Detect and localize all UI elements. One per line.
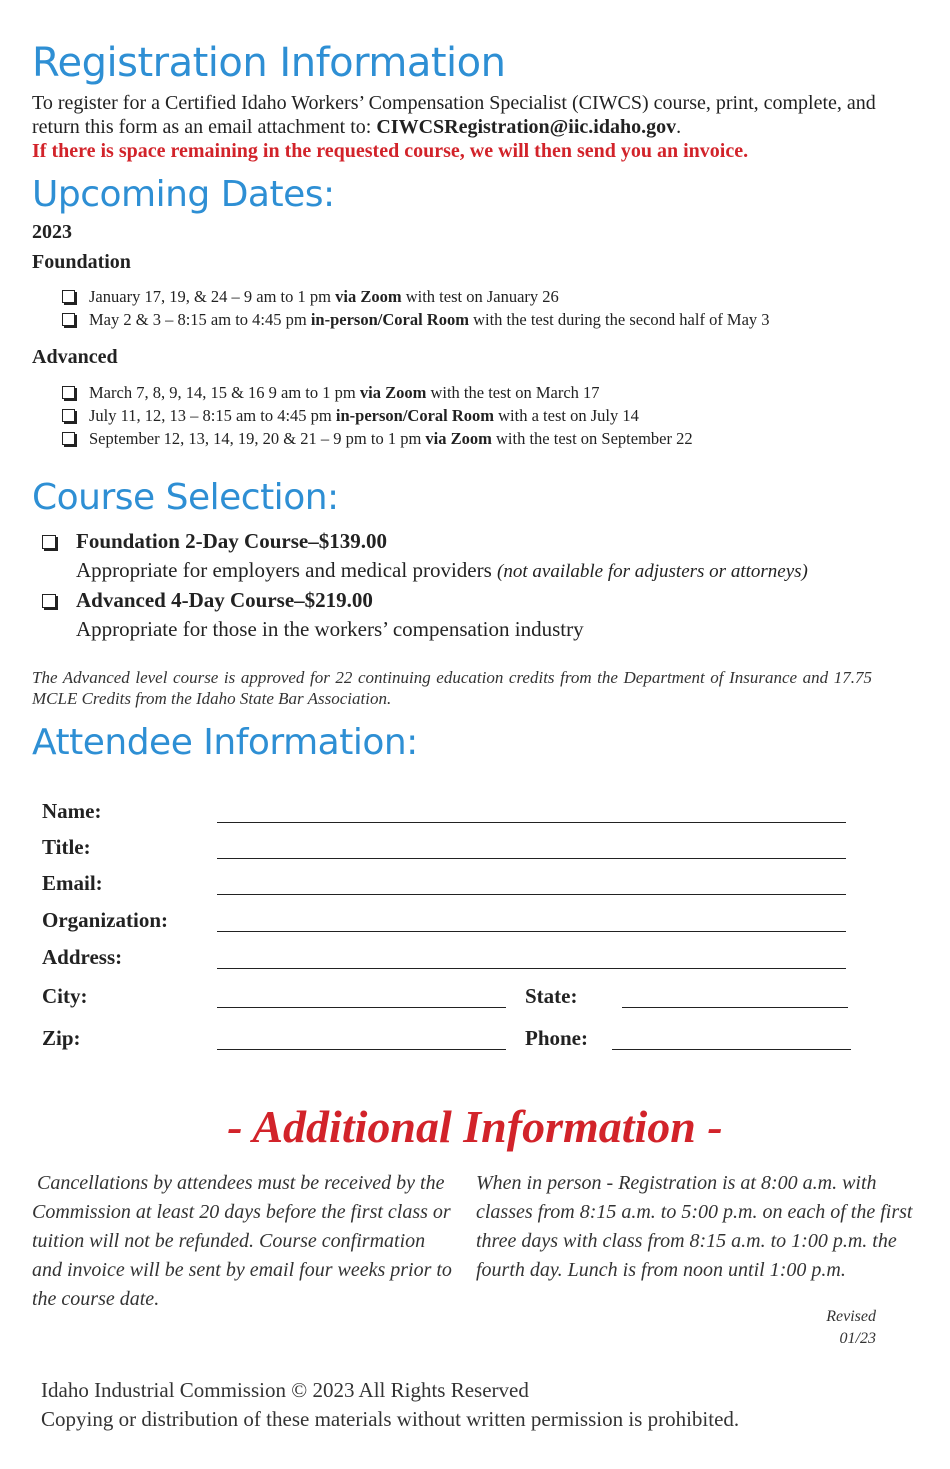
date-text: September 12, 13, 14, 19, 20 & 21 – 9 pm to 1 pm [89,429,426,448]
credits-note: The Advanced level course is approved for 22 continuing education credits from the Department of Insurance and 17.75 MCLE Credits from the Idaho State Bar Association. [32,668,872,708]
state-field[interactable] [622,985,848,1008]
checkbox-icon[interactable] [42,535,56,549]
date-item[interactable] [62,404,693,427]
course-desc: Appropriate for employers and medical providers [76,558,498,582]
date-item[interactable] [62,381,693,404]
date-text: March 7, 8, 9, 14, 15 & 16 9 am to 1 pm [89,383,360,402]
zip-label: Zip: [42,1026,81,1050]
course-selection-title: Course Selection: [32,477,339,518]
phone-label: Phone: [525,1026,588,1050]
course-name: Advanced 4-Day Course–$219.00 [76,588,373,612]
advanced-label: Advanced [32,346,118,368]
date-mode: via Zoom [335,287,402,306]
period: . [676,116,682,138]
invoice-notice: If there is space remaining in the requested course, we will then send you an invoice. [32,140,749,162]
checkbox-icon[interactable] [62,409,75,422]
address-label: Address: [42,945,123,969]
revised-label: Revised [826,1308,876,1325]
course-advanced[interactable] [42,586,808,615]
date-text: May 2 & 3 – 8:15 am to 4:45 pm [89,310,311,329]
course-name: Foundation 2-Day Course–$139.00 [76,529,387,553]
phone-field[interactable] [612,1027,851,1050]
date-text: January 17, 19, & 24 – 9 am to 1 pm [89,287,336,306]
email-label: Email: [42,871,103,895]
date-test: with the test on March 17 [426,383,600,402]
revision [800,1306,876,1350]
date-mode: via Zoom [359,383,427,402]
date-test: with test on January 26 [401,287,559,306]
checkbox-icon[interactable] [62,290,75,303]
advanced-dates [62,381,693,450]
city-field[interactable] [217,985,506,1008]
checkbox-icon[interactable] [62,432,75,445]
name-label: Name: [42,799,102,823]
foundation-dates [62,285,770,331]
name-field[interactable] [217,800,846,823]
year-label: 2023 [32,221,72,243]
cancellation-policy: Cancellations by attendees must be received by the Commission at least 20 days before the first class or tuition will not be refunded. Course confirmation and invoice will be sent by email four weeks prior to the course date. [32,1172,452,1310]
title-field[interactable] [217,836,846,859]
date-test: with the test on September 22 [491,429,693,448]
intro-text: To register for a Certified Idaho Workers’ Compensation Specialist (CIWCS) course, print, complete, and return this form as an email attachment to: [32,92,876,138]
upcoming-dates-title: Upcoming Dates: [32,174,335,215]
course-note: (not available for adjusters or attorneys) [497,561,808,582]
course-foundation[interactable] [42,527,808,556]
date-mode: via Zoom [425,429,492,448]
date-test: with a test on July 14 [494,406,639,425]
date-test: with the test during the second half of May 3 [468,310,770,329]
checkbox-icon[interactable] [42,594,56,608]
date-item[interactable] [62,308,770,331]
in-person-schedule: When in person - Registration is at 8:00 a.m. with classes from 8:15 a.m. to 5:00 p.m. on each of the first three days with class from 8:15 a.m. to 1:00 p.m. the fourth day. Lunch is from noon until 1:00 p.m. [476,1172,913,1281]
registration-title: Registration Information [32,40,506,86]
course-list [42,527,808,644]
copy-notice: Copying or distribution of these materials without written permission is prohibited. [41,1407,740,1431]
checkbox-icon[interactable] [62,313,75,326]
copyright: Idaho Industrial Commission © 2023 All Rights Reserved [41,1378,529,1402]
footer [41,1376,739,1434]
zip-field[interactable] [217,1027,506,1050]
course-desc: Appropriate for those in the workers’ compensation industry [76,617,584,641]
foundation-label: Foundation [32,251,131,273]
additional-info-title: - Additional Information - [227,1101,723,1152]
date-mode: in-person/Coral Room [310,310,469,329]
attendee-title: Attendee Information: [32,722,418,763]
revised-date: 01/23 [839,1330,876,1347]
registration-email[interactable]: CIWCSRegistration@iic.idaho.gov [376,116,677,138]
title-label: Title: [42,835,91,859]
date-item[interactable] [62,427,693,450]
email-field[interactable] [217,872,846,895]
organization-label: Organization: [42,908,168,932]
address-field[interactable] [217,946,846,969]
date-text: July 11, 12, 13 – 8:15 am to 4:45 pm [89,406,336,425]
date-mode: in-person/Coral Room [335,406,495,425]
date-item[interactable] [62,285,770,308]
city-label: City: [42,984,88,1008]
registration-intro [32,91,912,163]
checkbox-icon[interactable] [62,386,75,399]
organization-field[interactable] [217,909,846,932]
state-label: State: [525,984,578,1008]
